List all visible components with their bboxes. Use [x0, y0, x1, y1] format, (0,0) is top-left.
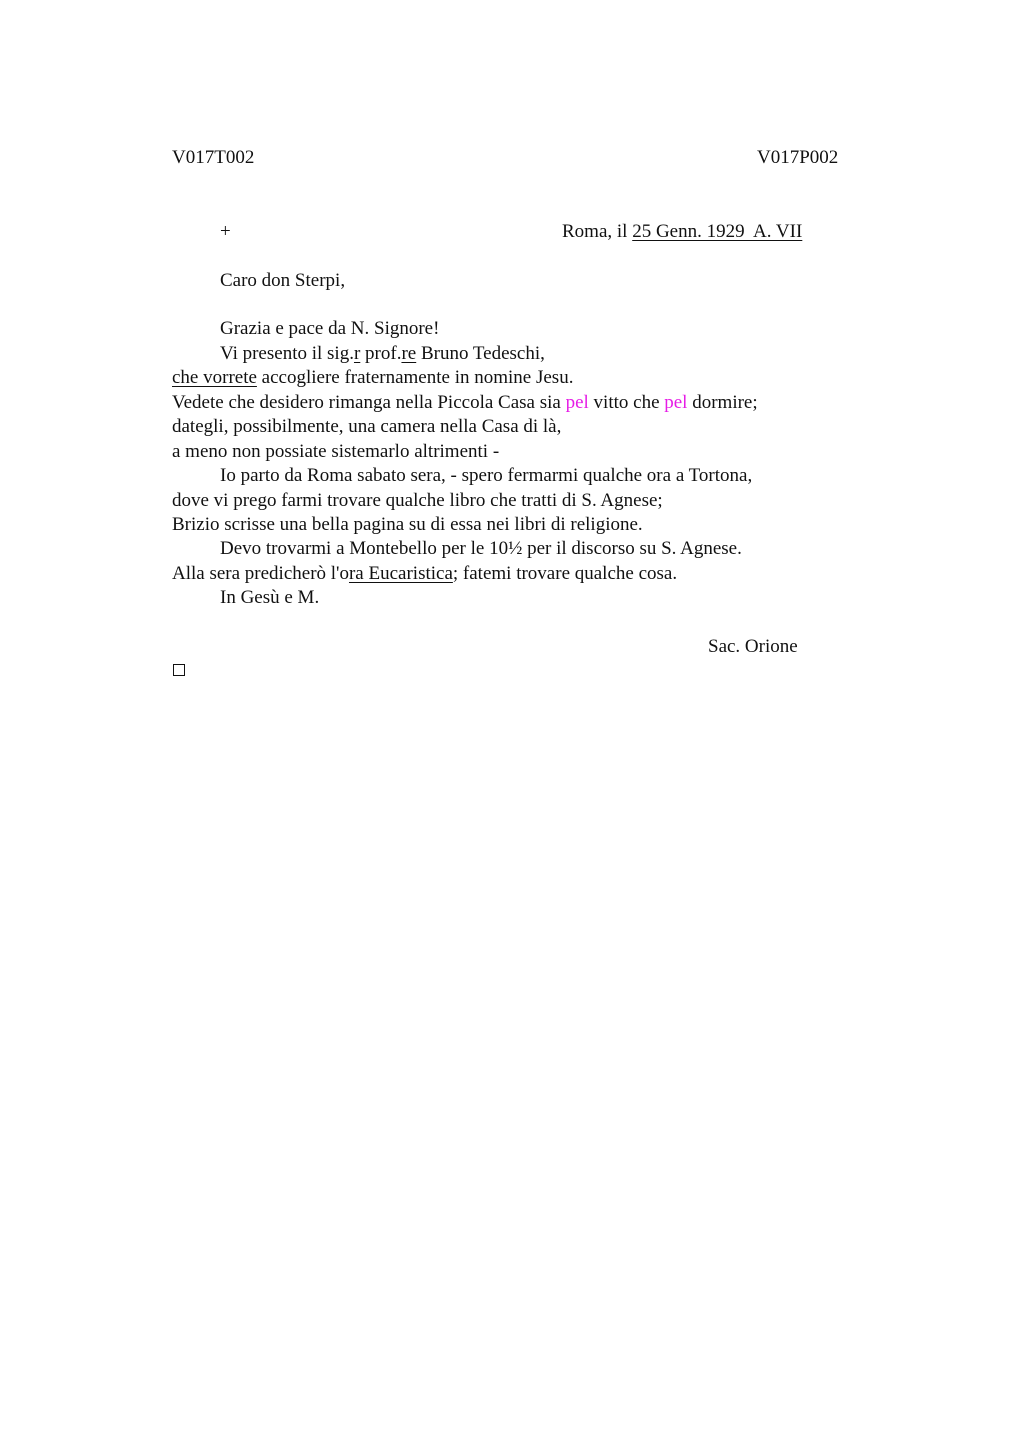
presentation-line [220, 342, 545, 366]
brizio-line: Brizio scrisse una bella pagina su di essa nei libri di religione. [172, 514, 643, 535]
dategli-line: dategli, possibilmente, una camera nella Casa di là, [172, 416, 562, 437]
text-run: vitto che [588, 392, 665, 413]
ameno-line: a meno non possiate sistemarlo altrimenti - [172, 441, 500, 462]
text-run: Vedete che desidero rimanga nella Piccola Casa sia [172, 392, 566, 413]
highlighted-word: pel [565, 392, 589, 413]
letter-date [562, 220, 802, 244]
date-prefix: Roma, il [562, 221, 633, 242]
vedete-line [172, 391, 758, 415]
dove-line: dove vi prego farmi trovare qualche libro che tratti di S. Agnese; [172, 490, 663, 511]
underlined-run: ra Eucaristica [348, 563, 453, 584]
text-run: Bruno Tedeschi, [416, 343, 545, 364]
devo-line: Devo trovarmi a Montebello per le 10½ per il discorso su S. Agnese. [220, 538, 742, 559]
text-run: ; fatemi trovare qualche cosa. [452, 563, 678, 584]
signature: Sac. Orione [708, 636, 798, 657]
highlighted-word: pel [664, 392, 688, 413]
accogliere-line [172, 366, 573, 390]
underlined-run: che vorrete [172, 367, 257, 388]
text-run: Alla sera predicherò l'o [172, 563, 349, 584]
document-code-left: V017T002 [172, 147, 255, 168]
text-run: prof. [360, 343, 402, 364]
text-run: Vi presento il sig. [220, 343, 354, 364]
salutation: Caro don Sterpi, [220, 270, 346, 291]
date-underlined: 25 Genn. 1929 A. VII [632, 221, 803, 242]
text-run: dormire; [687, 392, 758, 413]
parto-line: Io parto da Roma sabato sera, - spero fermarmi qualche ora a Tortona, [220, 465, 753, 486]
sera-line [172, 562, 677, 586]
underlined-run: re [401, 343, 417, 364]
end-square-icon [173, 664, 185, 676]
cross-mark: + [220, 221, 231, 242]
closing-line: In Gesù e M. [220, 587, 320, 608]
greeting-line: Grazia e pace da N. Signore! [220, 318, 440, 339]
underlined-run: r [353, 343, 361, 364]
text-run: accogliere fraternamente in nomine Jesu. [256, 367, 574, 388]
document-code-right: V017P002 [757, 147, 839, 168]
